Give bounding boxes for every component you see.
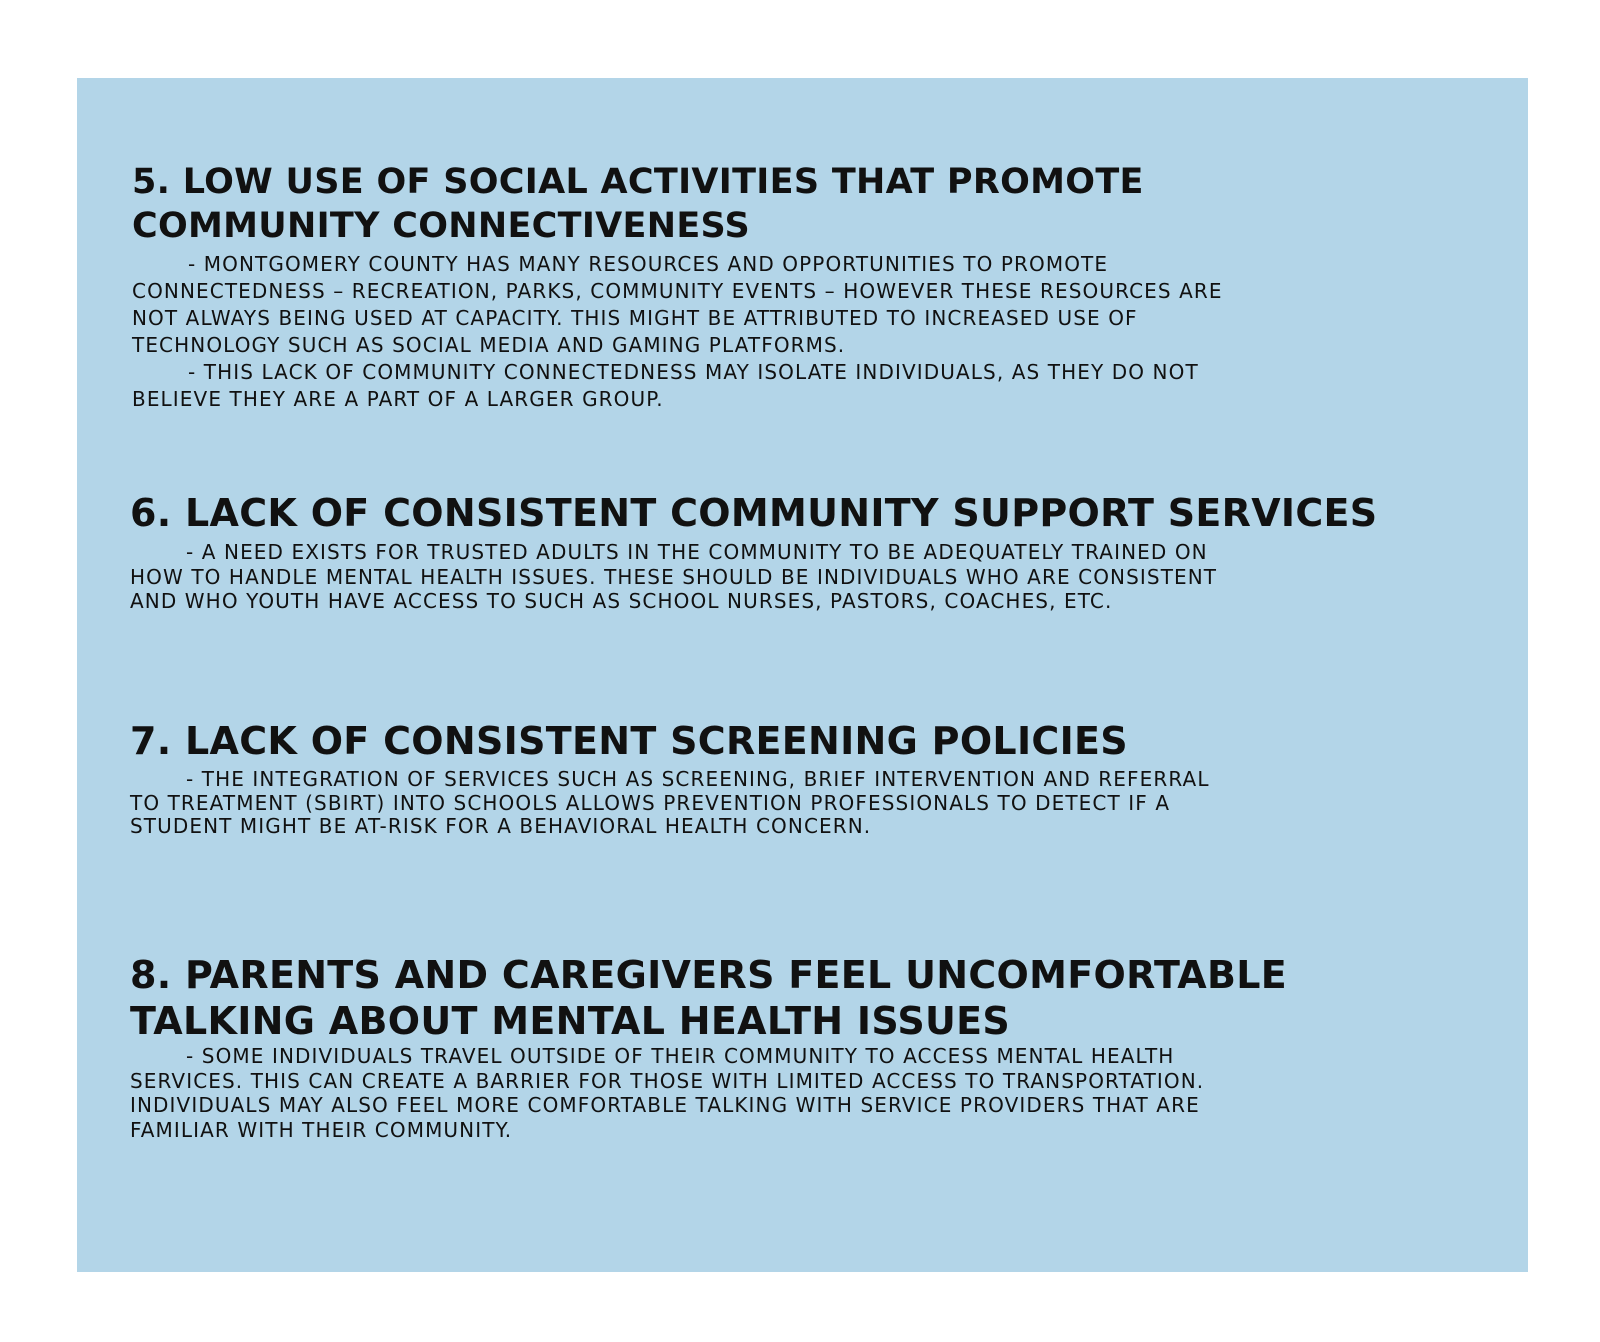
content-panel — [77, 78, 1528, 1272]
section-7 — [130, 718, 1530, 839]
section-heading: 7. LACK OF CONSISTENT SCREENING POLICIES — [130, 719, 1128, 763]
section-heading: 8. PARENTS AND CAREGIVERS FEEL UNCOMFORTABLE TALKING ABOUT MENTAL HEALTH ISSUES — [130, 953, 1287, 1043]
section-paragraph: - A NEED EXISTS FOR TRUSTED ADULTS IN THE COMMUNITY TO BE ADEQUATELY TRAINED ON HOW TO HANDLE MENTAL HEALTH ISSUES. THESE SHOULD BE INDIVIDUALS WHO ARE CONSISTENT AND WHO YOUTH HAVE ACCESS TO SUCH AS SCHOOL NURSES, PASTORS, COACHES, ETC. — [130, 540, 1218, 613]
section-8 — [130, 952, 1530, 1142]
section-heading: 6. LACK OF CONSISTENT COMMUNITY SUPPORT SERVICES — [130, 491, 1378, 535]
section-6 — [130, 490, 1530, 614]
section-paragraph: - THE INTEGRATION OF SERVICES SUCH AS SCREENING, BRIEF INTERVENTION AND REFERRAL TO TREATMENT (SBIRT) INTO SCHOOLS ALLOWS PREVENTION PROFESSIONALS TO DETECT IF A STUDENT MIGHT BE AT-RISK FOR A BEHAVIORAL HEALTH CONCERN. — [130, 767, 1210, 838]
section-paragraph: - MONTGOMERY COUNTY HAS MANY RESOURCES AND OPPORTUNITIES TO PROMOTE CONNECTEDNESS – RECREATION, PARKS, COMMUNITY EVENTS – HOWEVER THESE RESOURCES ARE NOT ALWAYS BEING USED AT CAPACITY. THIS MIGHT BE ATTRIBUTED TO INCREASED USE OF TECHNOLOGY SUCH AS SOCIAL MEDIA AND GAMING PLATFORMS. — [132, 252, 1223, 357]
section-paragraph: - THIS LACK OF COMMUNITY CONNECTEDNESS MAY ISOLATE INDIVIDUALS, AS THEY DO NOT BELIEVE THEY ARE A PART OF A LARGER GROUP. — [132, 360, 1199, 411]
section-paragraph: - SOME INDIVIDUALS TRAVEL OUTSIDE OF THEIR COMMUNITY TO ACCESS MENTAL HEALTH SERVICES. THIS CAN CREATE A BARRIER FOR THOSE WITH LIMITED ACCESS TO TRANSPORTATION. INDIVIDUALS MAY ALSO FEEL MORE COMFORTABLE TALKING WITH SERVICE PROVIDERS THAT ARE FAMILIAR WITH THEIR COMMUNITY. — [130, 1044, 1205, 1142]
section-heading: 5. LOW USE OF SOCIAL ACTIVITIES THAT PROMOTE COMMUNITY CONNECTIVENESS — [132, 162, 1144, 246]
section-5 — [132, 160, 1532, 413]
